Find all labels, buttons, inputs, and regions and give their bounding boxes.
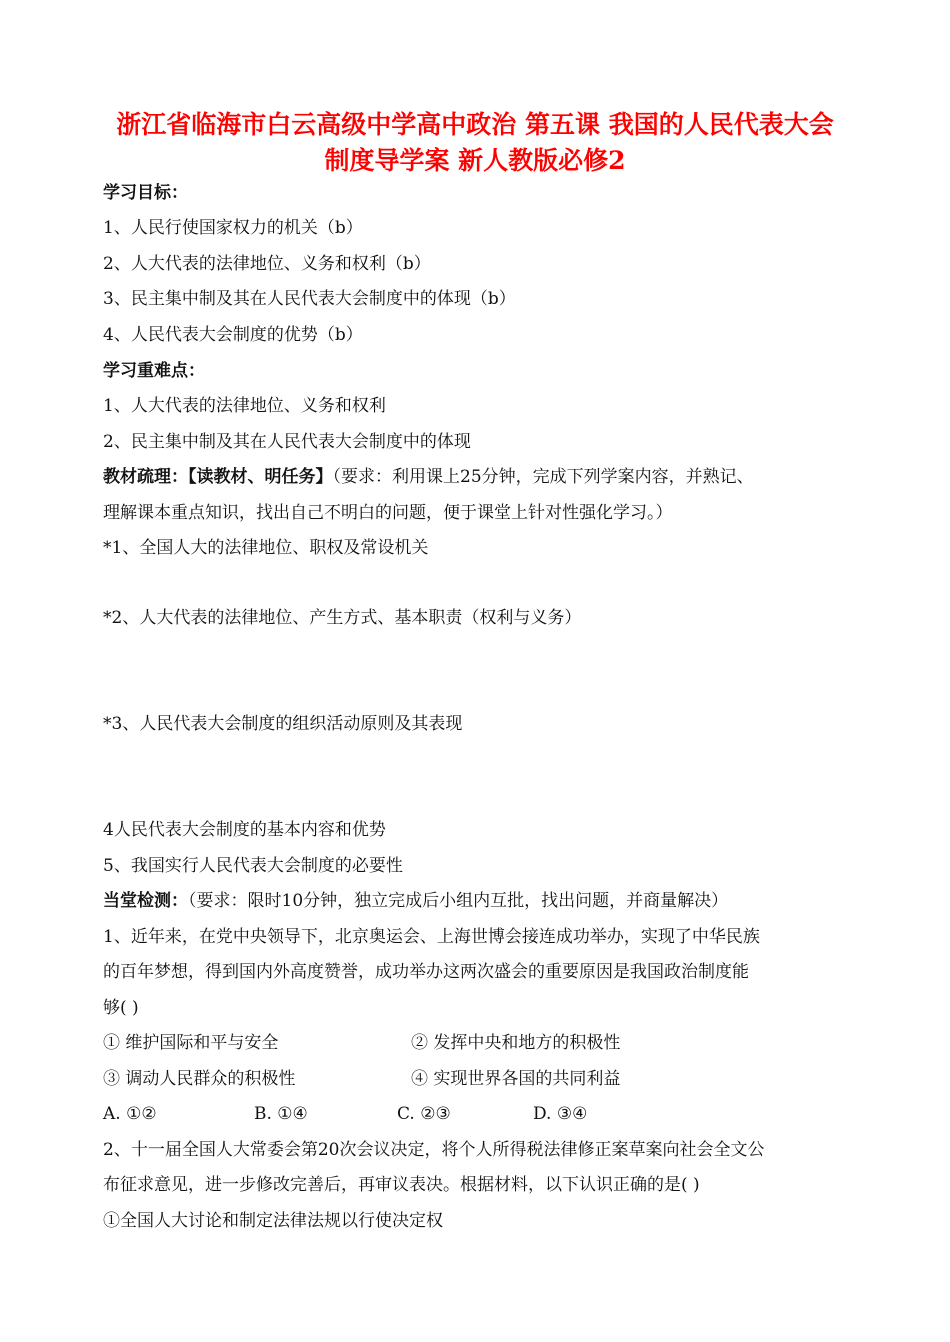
test-heading-line [103,890,863,912]
review-heading: 教材疏理：【读教材、明任务】 [103,467,333,487]
review-item-2: *2、人大代表的法律地位、产生方式、基本职责（权利与义务） [103,608,582,628]
objective-item-3: 3、民主集中制及其在人民代表大会制度中的体现（b） [103,289,516,309]
document-title-line-2: 制度导学案 新人教版必修2 [324,146,626,175]
q1-choice-a: A. ①② [103,1104,157,1124]
keypoints-heading: 学习重难点： [103,361,205,381]
objective-item-1: 1、人民行使国家权力的机关（b） [103,218,363,238]
q1-option-4: ④ 实现世界各国的共同利益 [411,1069,621,1089]
review-item-1: *1、全国人大的法律地位、职权及常设机关 [103,538,429,558]
q1-choice-b: B. ①④ [254,1104,308,1124]
document-title-line-1: 浙江省临海市白云高级中学高中政治 第五课 我国的人民代表大会 [116,110,834,139]
question-1-line-2: 的百年梦想，得到国内外高度赞誉，成功举办这两次盛会的重要原因是我国政治制度能 [103,962,749,982]
objectives-heading: 学习目标： [103,183,188,203]
q1-option-3: ③ 调动人民群众的积极性 [103,1069,296,1089]
keypoint-item-1: 1、人大代表的法律地位、义务和权利 [103,396,386,416]
q1-option-1: ① 维护国际和平与安全 [103,1033,279,1053]
q1-choice-c: C. ②③ [397,1104,451,1124]
review-item-5: 5、我国实行人民代表大会制度的必要性 [103,856,403,876]
review-item-3: *3、人民代表大会制度的组织活动原则及其表现 [103,714,463,734]
question-2-line-1: 2、十一届全国人大常委会第20次会议决定，将个人所得税法律修正案草案向社会全文公 [103,1140,765,1160]
test-requirement: （要求：限时10分钟，独立完成后小组内互批，找出问题，并商量解决） [188,891,729,911]
test-heading: 当堂检测： [103,891,188,911]
keypoint-item-2: 2、民主集中制及其在人民代表大会制度中的体现 [103,432,471,452]
q1-choice-d: D. ③④ [533,1104,588,1124]
question-1-choices [103,1103,863,1125]
objective-item-4: 4、人民代表大会制度的优势（b） [103,325,363,345]
q1-option-2: ② 发挥中央和地方的积极性 [411,1033,621,1053]
review-item-4: 4人民代表大会制度的基本内容和优势 [103,820,386,840]
q2-option-1: ①全国人大讨论和制定法律法规以行使决定权 [103,1211,443,1231]
question-1-options-row-1 [103,1032,863,1054]
question-2-line-2: 布征求意见，进一步修改完善后，再审议表决。根据材料，以下认识正确的是( ) [103,1175,700,1195]
review-heading-line [103,466,863,488]
question-1-line-1: 1、近年来，在党中央领导下，北京奥运会、上海世博会接连成功举办，实现了中华民族 [103,927,760,947]
objective-item-2: 2、人大代表的法律地位、义务和权利（b） [103,254,431,274]
review-requirement-2: 理解课本重点知识，找出自己不明白的问题，便于课堂上针对性强化学习。） [103,503,673,523]
question-1-options-row-2 [103,1068,863,1090]
review-requirement-1: （要求：利用课上25分钟，完成下列学案内容，并熟记、 [332,467,754,487]
question-1-line-3: 够( ) [103,998,139,1018]
